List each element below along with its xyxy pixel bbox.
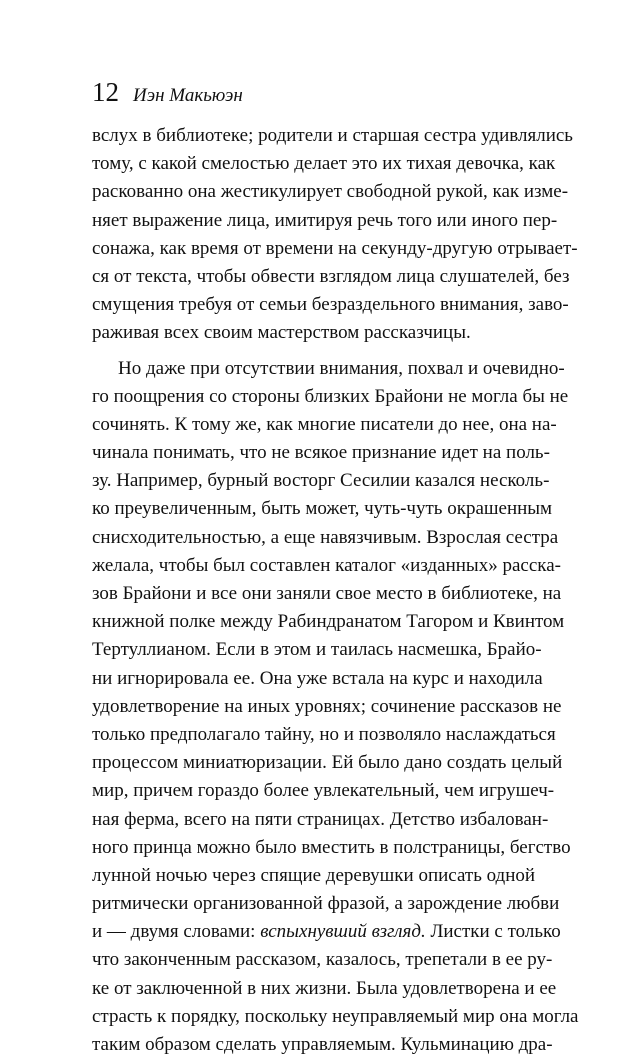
text-line: Но даже при отсутствии внимания, похвал и очевидно- [92,355,530,383]
text-line: таким образом сделать управляемым. Кульминацию дра- [92,1031,530,1059]
text-line: раскованно она жестикулирует свободной рукой, как изме- [92,178,530,206]
paragraph-spacer [92,348,530,355]
text-line: ся от текста, чтобы обвести взглядом лица слушателей, без [92,263,530,291]
text-line: ная ферма, всего на пяти страницах. Детство избалован- [92,806,530,834]
running-head-author: Иэн Макьюэн [133,85,243,106]
text-line: ритмически организованной фразой, а зарождение любви [92,890,530,918]
text-line: процессом миниатюризации. Ей было дано создать целый [92,749,530,777]
page-number: 12 [92,77,119,107]
text-line: страсть к порядку, поскольку неуправляемый мир она могла [92,1003,530,1031]
text-line: Тертуллианом. Если в этом и таилась насмешка, Брайо- [92,636,530,664]
text-line: сонажа, как время от времени на секунду-другую отрывает- [92,235,530,263]
text-line: только предполагало тайну, но и позволяло наслаждаться [92,721,530,749]
text-line: зу. Например, бурный восторг Сесилии казался несколь- [92,467,530,495]
paragraph-2 [92,355,530,1059]
text-line: няет выражение лица, имитируя речь того или иного пер- [92,207,530,235]
text-line: снисходительностью, а еще навязчивым. Взрослая сестра [92,524,530,552]
text-line: зов Брайони и все они заняли свое место в библиотеке, на [92,580,530,608]
text-line: раживая всех своим мастерством рассказчицы. [92,319,530,347]
text-line: ке от заключенной в них жизни. Была удовлетворена и ее [92,975,530,1003]
text-line: ного принца можно было вместить в полстраницы, бегство [92,834,530,862]
text-line: вслух в библиотеке; родители и старшая сестра удивлялись [92,122,530,150]
text-line: лунной ночью через спящие деревушки описать одной [92,862,530,890]
text-line: сочинять. К тому же, как многие писатели до нее, она на- [92,411,530,439]
text-line: чинала понимать, что не всякое признание идет на поль- [92,439,530,467]
text-line: ни игнорировала ее. Она уже встала на курс и находила [92,665,530,693]
text-line: ко преувеличенным, быть может, чуть-чуть окрашенным [92,495,530,523]
text-run: и — двумя словами: [92,921,255,942]
text-line: смущения требуя от семьи безраздельного внимания, заво- [92,291,530,319]
text-line: тому, с какой смелостью делает это их тихая девочка, как [92,150,530,178]
text-line: книжной полке между Рабиндранатом Тагором и Квинтом [92,608,530,636]
text-line-mixed [92,918,530,946]
text-line: желала, чтобы был составлен каталог «изданных» расска- [92,552,530,580]
text-line: удовлетворение на иных уровнях; сочинение рассказов не [92,693,530,721]
body-text [92,122,530,1059]
text-run: Листки с только [430,921,560,942]
text-line: что законченным рассказом, казалось, трепетали в ее ру- [92,946,530,974]
text-line: мир, причем гораздо более увлекательный, чем игрушеч- [92,777,530,805]
page-header [92,74,243,110]
paragraph-1 [92,122,530,348]
italic-phrase: вспыхнувший взгляд. [260,921,425,942]
text-line: го поощрения со стороны близких Брайони не могла бы не [92,383,530,411]
